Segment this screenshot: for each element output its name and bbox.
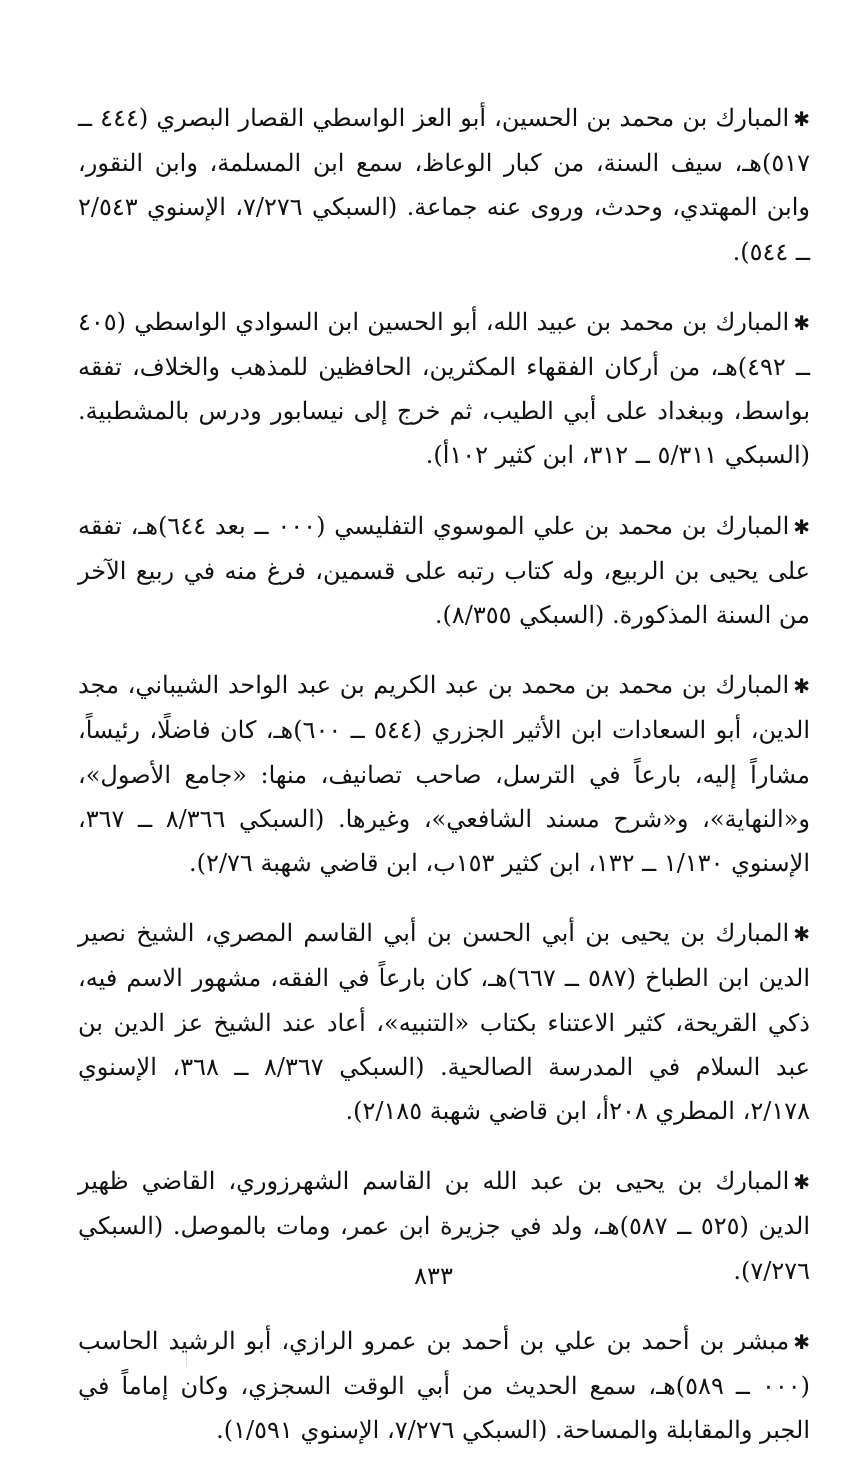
page-number: ٨٣٣ (414, 1262, 453, 1290)
asterisk-icon: ✱ (793, 922, 810, 947)
entry-text: المبارك بن محمد بن عبيد الله، أبو الحسين ابن السوادي الواسطي (٤٠٥ ــ ٤٩٢)هـ، من أركان الفقهاء المكثرين، الحافظين للمذهب والخلاف، تفقه بواسط، وببغداد على أبي الطيب، ثم خرج إلى نيسابور ودرس بالمشطبية. (السبكي ٥/٣١١ ــ ٣١٢، ابن كثير ١٠٢أ). (78, 307, 810, 470)
biography-entry (78, 96, 810, 274)
asterisk-icon: ✱ (793, 1329, 810, 1354)
entry-text: المبارك بن محمد بن محمد بن عبد الكريم بن عبد الواحد الشيباني، مجد الدين، أبو السعادات ابن الأثير الجزري (٥٤٤ ــ ٦٠٠)هـ، كان فاضلًا، رئيساً، مشاراً إليه، بارعاً في الترسل، صاحب تصانيف، منها: «جامع الأصول»، و«النهاية»، و«شرح مسند الشافعي»، وغيرها. (السبكي ٨/٣٦٦ ــ ٣٦٧، الإسنوي ١/١٣٠ ــ ١٣٢، ابن كثير ١٥٣ب، ابن قاضي شهبة ٢/٧٦). (78, 671, 810, 878)
asterisk-icon: ✱ (793, 107, 810, 131)
biography-entry (78, 911, 810, 1133)
biography-entry (78, 663, 810, 885)
biography-entry (78, 504, 810, 638)
biography-entry (78, 1319, 810, 1453)
scan-edge-mark (186, 1352, 188, 1366)
asterisk-icon: ✱ (793, 310, 810, 335)
asterisk-icon: ✱ (793, 674, 810, 699)
entry-text: المبارك بن محمد بن علي الموسوي التفليسي (٠٠٠ ــ بعد ٦٤٤)هـ، تفقه على يحيى بن الربيع، وله كتاب رتبه على قسمين، فرغ منه في ربيع الآخر من السنة المذكورة. (السبكي ٨/٣٥٥). (78, 511, 810, 630)
asterisk-icon: ✱ (793, 1170, 810, 1195)
biography-entry (78, 300, 810, 478)
asterisk-icon: ✱ (793, 514, 810, 539)
entry-text: المبارك بن محمد بن الحسين، أبو العز الواسطي القصار البصري (٤٤٤ ــ ٥١٧)هـ، سيف السنة، من كبار الوعاظ، سمع ابن المسلمة، وابن النقور، وابن المهتدي، وحدث، وروى عنه جماعة. (السبكي ٧/٢٧٦، الإسنوي ٢/٥٤٣ ــ ٥٤٤). (78, 104, 810, 266)
entry-text: مبشر بن أحمد بن علي بن أحمد بن عمرو الرازي، أبو الرشيد الحاسب (٠٠٠ ــ ٥٨٩)هـ، سمع الحديث من أبي الوقت السجزي، وكان إماماً في الجبر والمقابلة والمساحة. (السبكي ٧/٢٧٦، الإسنوي ١/٥٩١). (78, 1326, 811, 1445)
entry-text: المبارك بن يحيى بن عبد الله بن القاسم الشهرزوري، القاضي ظهير الدين (٥٢٥ ــ ٥٨٧)هـ، ولد في جزيرة ابن عمر، ومات بالموصل. (السبكي ٧/٢٧٦). (78, 1167, 810, 1285)
entry-text: المبارك بن يحيى بن أبي الحسن بن أبي القاسم المصري، الشيخ نصير الدين ابن الطباخ (٥٨٧ ــ ٦٦٧)هـ، كان بارعاً في الفقه، مشهور الاسم فيه، ذكي القريحة، كثير الاعتناء بكتاب «التنبيه»، أعاد عند الشيخ عز الدين بن عبد السلام في المدرسة الصالحية. (السبكي ٨/٣٦٧ ــ ٣٦٨، الإسنوي ٢/١٧٨، المطري ٢٠٨أ، ابن قاضي شهبة ٢/١٨٥). (78, 919, 811, 1126)
